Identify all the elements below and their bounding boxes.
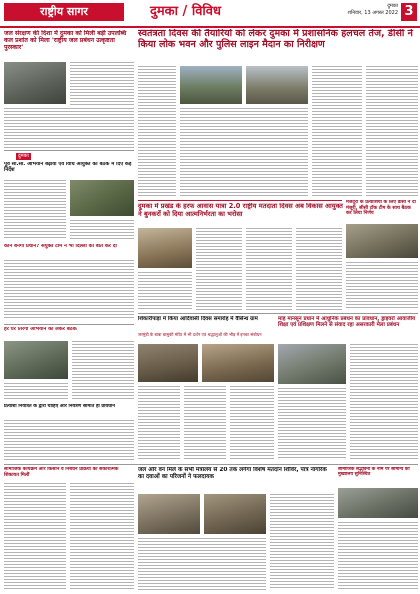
- text-column: [230, 386, 274, 460]
- story-tribal-sub: [138, 332, 274, 342]
- story-tiranga: [4, 327, 134, 339]
- headline-left-mid-2: कौन बनेगा प्रधान? संयुक्त टीम ने भी दिल्ली की बात कर दी: [4, 244, 117, 249]
- dateline-date: शनिवार, 13 अगस्त 2022: [347, 10, 398, 16]
- divider: [4, 324, 134, 325]
- divider: [4, 150, 134, 151]
- text-column: [138, 386, 180, 460]
- headline-harmony: सामाजिक सद्भावना के नाम पर सामान्य का मुख्यालय सुनिश्चित: [338, 467, 410, 478]
- headline-water-award: जल संरक्षण की दिशा में दुमका को मिली बड़ी उपलब्धि कल प्रशांत को मिला 'राष्ट्रीय जल प्रबंधन उत्कृष्टता पुरस्कार': [4, 30, 127, 52]
- text-column: [338, 522, 418, 590]
- photo-harmony: [338, 488, 418, 518]
- story-fair-management: [278, 316, 418, 342]
- section-title: दुमका / विविध: [150, 4, 222, 19]
- page-number: 3: [401, 3, 417, 21]
- text-column: [270, 494, 334, 590]
- story-farmer: [4, 467, 134, 481]
- headline-voting-camp: जल और वन मिले के सभी मंत्रालय से 20 तक लगेगा विशेष मतदान शिविर, पात्र नागरिक का दवाओं का परिजनों ने फलदायक: [138, 467, 327, 480]
- text-column: [346, 262, 418, 310]
- subhead-tribal: जरमुंडी के बाबा बासुकी मंदिर में भी दर्शन एवं श्रद्धालुओं की भीड़ में इनका संबोधन: [138, 332, 262, 337]
- text-column: [4, 180, 66, 240]
- story-left-mid-2: [4, 244, 134, 258]
- text-column: [184, 386, 226, 460]
- story-weavers: [138, 203, 344, 225]
- text-column: [70, 220, 134, 240]
- headline-candidates: प्रत्याशी नियंत्रित के द्वारा चाहिए और नियंत्रण समिति ही प्रावधान: [4, 404, 115, 409]
- headline-fair-management: माह मानसून प्रधान में आधुनिक प्रबंधन का प्रावधान, ड्राइवरों आवाजीय शिक्षा एवं प्रशिक्षण मिलने से संवाद रहा असरकारी मेला प्रबंधन: [278, 316, 416, 329]
- text-column: [70, 62, 134, 106]
- photo-meeting: [70, 180, 134, 216]
- photo-award: [4, 62, 66, 104]
- story-left-mid: [4, 162, 134, 178]
- divider: [138, 313, 418, 314]
- headline-right-mid: मजदूरी के प्रत्याशियों के लिए डीसी ने दी मंजूरी, सीसी टॉक टीम के साथ बैठक कर लिया निर्णय: [346, 200, 416, 217]
- story-water-award: [4, 30, 134, 60]
- paper-name: राष्ट्रीय सागर: [4, 3, 124, 21]
- text-column: [138, 66, 176, 196]
- text-column: [4, 483, 66, 590]
- headline-farmer: सामाजिक कार्यक्रम और किसान व निबंधन प्रक्रिया को सकारात्मक शिकायत मिलीं: [4, 467, 119, 478]
- headline-left-mid: पूर्व सी.सी. अभियान बढ़ावा एवं विधि आयुक्त की बैठक में दिए कई निर्देश: [4, 162, 132, 173]
- headline-tribal-day: शिकारीपाड़ा में किया आदिवासी दिवस समारोह में वैसिन्ध ग्राम: [138, 316, 258, 322]
- text-column: [350, 344, 418, 460]
- photo-inspection-1: [180, 66, 242, 104]
- text-column: [138, 272, 192, 310]
- photo-voting-1: [138, 494, 200, 534]
- dateline-place: दुमका: [387, 3, 398, 9]
- story-harmony: [338, 467, 418, 485]
- text-column: [246, 228, 292, 310]
- photo-weavers: [138, 228, 192, 268]
- photo-voting-2: [204, 494, 266, 534]
- story-candidates: [4, 404, 134, 418]
- divider: [4, 464, 418, 465]
- text-column: [196, 228, 242, 310]
- masthead: [0, 0, 420, 28]
- headline-weavers: दुमका में प्रखंड के हरफ आवास यात्रा 2.0 राष्ट्रीय मतदाता दिवस अब विकास आयुक्त ने बुनकरों को दिया आत्मनिर्भरता का भरोसा: [138, 203, 343, 218]
- text-column: [72, 341, 134, 401]
- section-label: दुमका: [18, 153, 29, 159]
- red-divider: [138, 200, 342, 201]
- headline-tiranga: हर घर तिरंगा अभियान को लेकर बैठक: [4, 327, 77, 332]
- story-voting-camp: [138, 467, 334, 491]
- text-column: [312, 66, 362, 196]
- dateline: [348, 3, 398, 17]
- story-right-mid: [346, 200, 418, 222]
- text-column: [70, 483, 134, 590]
- headline-lead: स्वतंत्रता दिवस की तैयारियों को लेकर दुमका में प्रशासनिक हलचल तेज, डीसी ने किया लोक भवन और पुलिस लाइन मैदान का निरीक्षण: [138, 29, 413, 50]
- text-column: [138, 538, 266, 590]
- photo-right-mid: [346, 224, 418, 258]
- text-column: [296, 228, 342, 310]
- text-column: [180, 108, 308, 196]
- photo-fair: [278, 344, 346, 384]
- text-column: [4, 260, 134, 320]
- story-tribal-day: [138, 316, 274, 330]
- photo-tribal-2: [202, 344, 274, 382]
- text-column: [366, 66, 418, 196]
- photo-tribal-1: [138, 344, 198, 382]
- photo-inspection-2: [246, 66, 308, 104]
- photo-tiranga: [4, 341, 68, 379]
- text-column: [4, 420, 134, 460]
- story-independence-day: [138, 29, 418, 63]
- text-column: [4, 108, 134, 148]
- text-column: [278, 388, 346, 460]
- text-column: [4, 383, 68, 401]
